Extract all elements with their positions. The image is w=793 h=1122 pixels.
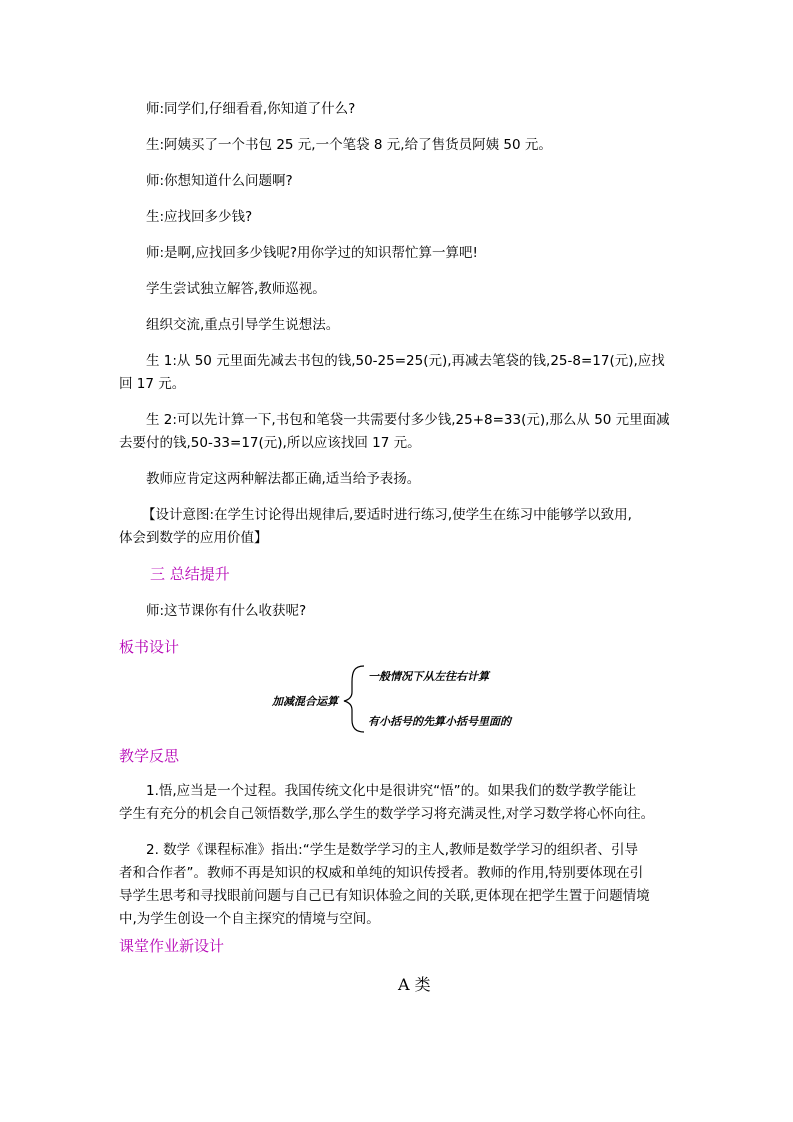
homework-heading: 课堂作业新设计 (119, 937, 225, 955)
text-line: 生 1:从 50 元里面先减去书包的钱,50-25=25(元),再减去笔袋的钱,25-8=17(元),应找 (146, 353, 665, 369)
board-heading: 板书设计 (119, 638, 180, 656)
text-line: 生 2:可以先计算一下,书包和笔袋一共需要付多少钱,25+8=33(元),那么从 50 元里面减 (146, 412, 670, 428)
text-line: 中,为学生创设一个自主探究的情境与空间。 (119, 911, 380, 927)
board-top-branch: 一般情况下从左往右计算 (368, 670, 489, 683)
text-line: 学生尝试独立解答,教师巡视。 (146, 281, 326, 297)
text-line: 师:你想知道什么问题啊? (146, 173, 293, 189)
text-line: 回 17 元。 (119, 376, 186, 392)
text-line: 1.悟,应当是一个过程。我国传统文化中是很讲究“悟”的。如果我们的数学教学能让 (146, 783, 637, 799)
text-line: 组织交流,重点引导学生说想法。 (146, 317, 340, 333)
text-line: 师:是啊,应找回多少钱呢?用你学过的知识帮忙算一算吧! (146, 245, 478, 261)
text-line: 生:应找回多少钱? (146, 209, 253, 225)
text-line: 2. 数学《课程标准》指出:“学生是数学学习的主人,教师是数学学习的组织者、引导 (146, 842, 639, 858)
text-line: 体会到数学的应用价值】 (119, 530, 268, 546)
text-line: 导学生思考和寻找眼前问题与自己已有知识体验之间的关联,更体现在把学生置于问题情境 (119, 888, 650, 904)
brace-shape (344, 666, 364, 732)
text-line: 师:同学们,仔细看看,你知道了什么? (146, 101, 356, 117)
board-bottom-branch: 有小括号的先算小括号里面的 (368, 715, 511, 728)
text-line: 生:阿姨买了一个书包 25 元,一个笔袋 8 元,给了售货员阿姨 50 元。 (146, 137, 552, 153)
board-diagram (268, 662, 538, 734)
text-line: 者和合作者”。教师不再是知识的权威和单纯的知识传授者。教师的作用,特别要体现在引 (119, 865, 644, 881)
section-title: 三 总结提升 (150, 565, 230, 583)
text-line: 学生有充分的机会自己领悟数学,那么学生的数学学习将充满灵性,对学习数学将心怀向往。 (119, 806, 655, 822)
board-center-label: 加减混合运算 (272, 695, 338, 708)
homework-category: A 类 (398, 975, 431, 994)
reflection-heading: 教学反思 (119, 747, 180, 765)
text-line: 【设计意图:在学生讨论得出规律后,要适时进行练习,使学生在练习中能够学以致用, (142, 507, 632, 523)
text-line: 去要付的钱,50-33=17(元),所以应该找回 17 元。 (119, 435, 421, 451)
text-line: 师:这节课你有什么收获呢? (146, 603, 307, 619)
text-line: 教师应肯定这两种解法都正确,适当给予表扬。 (146, 471, 421, 487)
